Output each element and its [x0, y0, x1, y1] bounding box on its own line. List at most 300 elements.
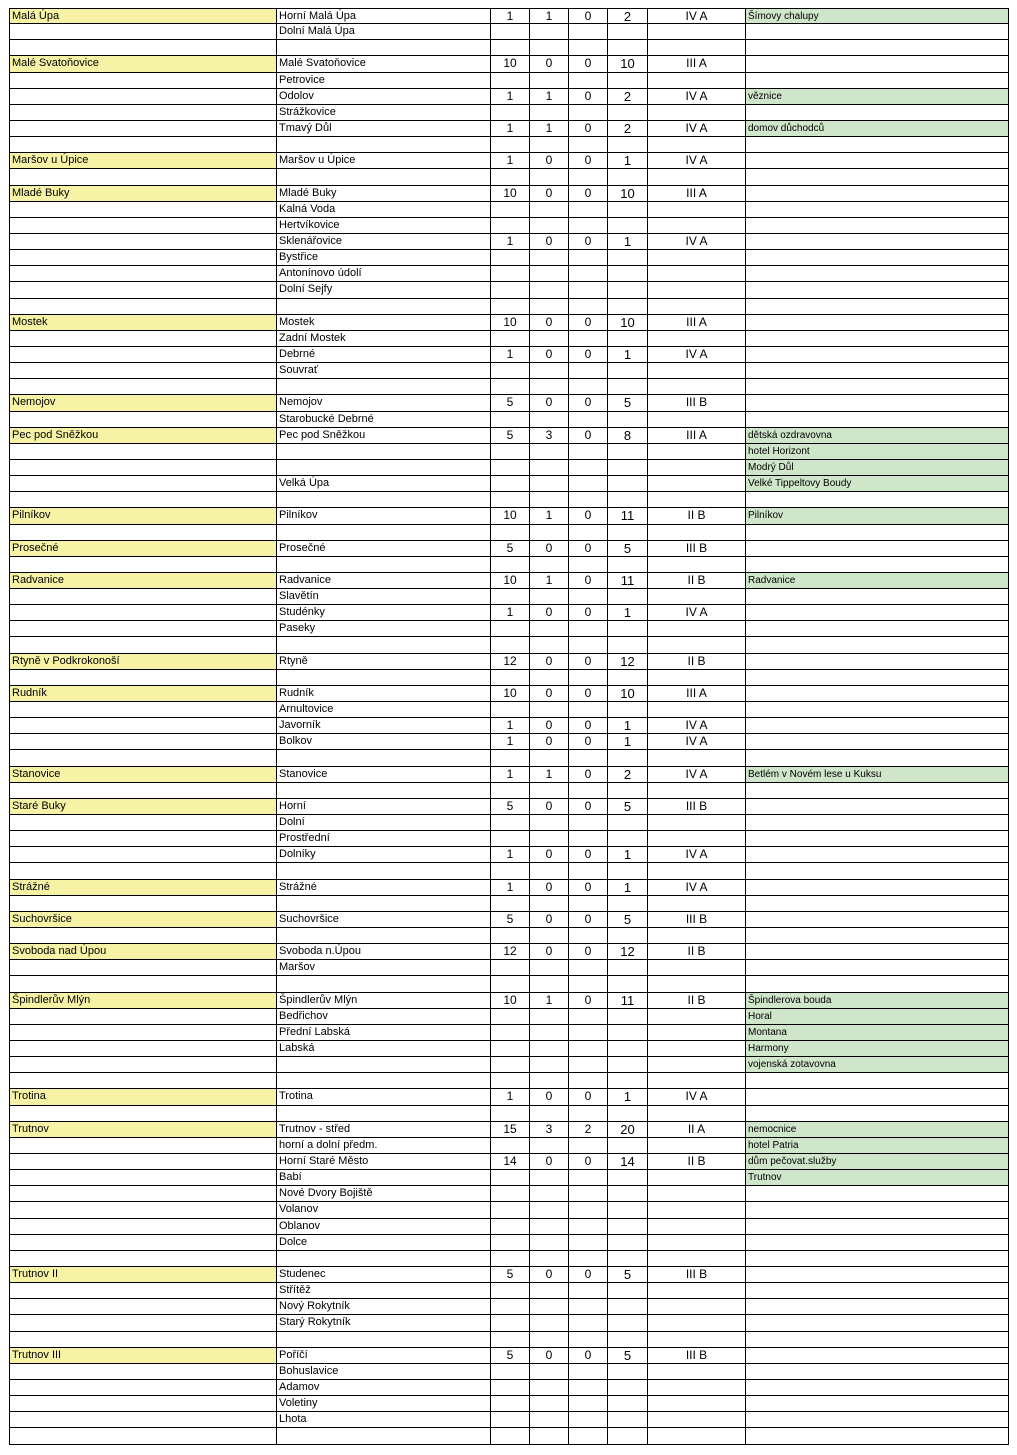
municipality-cell[interactable]: Rudník	[9, 686, 277, 702]
count-b-cell[interactable]	[530, 637, 569, 653]
facility-cell[interactable]	[746, 202, 1009, 218]
count-b-cell[interactable]	[530, 670, 569, 686]
total-cell[interactable]	[608, 1332, 648, 1348]
count-a-cell[interactable]	[491, 412, 530, 428]
count-c-cell[interactable]	[569, 169, 608, 185]
locality-cell[interactable]: Maršov u Úpice	[277, 153, 491, 169]
count-b-cell[interactable]	[530, 1332, 569, 1348]
category-cell[interactable]	[648, 266, 746, 282]
municipality-cell[interactable]: Pec pod Sněžkou	[9, 428, 277, 444]
locality-cell[interactable]: Horní Staré Město	[277, 1154, 491, 1170]
count-a-cell[interactable]	[491, 1332, 530, 1348]
total-cell[interactable]	[608, 976, 648, 992]
count-c-cell[interactable]	[569, 525, 608, 541]
category-cell[interactable]	[648, 282, 746, 298]
total-cell[interactable]: 14	[608, 1154, 648, 1170]
count-b-cell[interactable]	[530, 1170, 569, 1186]
count-b-cell[interactable]: 0	[530, 605, 569, 621]
locality-cell[interactable]: Studénky	[277, 605, 491, 621]
municipality-cell[interactable]	[9, 412, 277, 428]
municipality-cell[interactable]	[9, 250, 277, 266]
facility-cell[interactable]	[746, 1332, 1009, 1348]
facility-cell[interactable]: domov důchodců	[746, 121, 1009, 137]
category-cell[interactable]: III A	[648, 56, 746, 72]
facility-cell[interactable]: Modrý Důl	[746, 460, 1009, 476]
locality-cell[interactable]	[277, 492, 491, 508]
count-b-cell[interactable]: 0	[530, 912, 569, 928]
count-a-cell[interactable]	[491, 815, 530, 831]
count-b-cell[interactable]: 1	[530, 508, 569, 524]
category-cell[interactable]	[648, 637, 746, 653]
category-cell[interactable]	[648, 40, 746, 56]
category-cell[interactable]: IV A	[648, 234, 746, 250]
total-cell[interactable]: 12	[608, 654, 648, 670]
municipality-cell[interactable]	[9, 847, 277, 863]
category-cell[interactable]	[648, 460, 746, 476]
facility-cell[interactable]	[746, 718, 1009, 734]
locality-cell[interactable]	[277, 557, 491, 573]
count-a-cell[interactable]: 5	[491, 912, 530, 928]
facility-cell[interactable]	[746, 1202, 1009, 1218]
municipality-cell[interactable]	[9, 1235, 277, 1251]
locality-cell[interactable]: Studenec	[277, 1267, 491, 1283]
count-c-cell[interactable]	[569, 444, 608, 460]
category-cell[interactable]	[648, 1251, 746, 1267]
count-c-cell[interactable]: 0	[569, 121, 608, 137]
count-c-cell[interactable]	[569, 1073, 608, 1089]
facility-cell[interactable]	[746, 1283, 1009, 1299]
count-a-cell[interactable]	[491, 1428, 530, 1444]
facility-cell[interactable]	[746, 492, 1009, 508]
count-b-cell[interactable]: 0	[530, 56, 569, 72]
municipality-cell[interactable]	[9, 1332, 277, 1348]
facility-cell[interactable]: dětská ozdravovna	[746, 428, 1009, 444]
locality-cell[interactable]: Malé Svatoňovice	[277, 56, 491, 72]
count-a-cell[interactable]	[491, 379, 530, 395]
count-b-cell[interactable]	[530, 1283, 569, 1299]
count-c-cell[interactable]	[569, 1106, 608, 1122]
municipality-cell[interactable]	[9, 105, 277, 121]
count-a-cell[interactable]	[491, 137, 530, 153]
locality-cell[interactable]: Stanovice	[277, 767, 491, 783]
facility-cell[interactable]: Harmony	[746, 1041, 1009, 1057]
total-cell[interactable]: 5	[608, 395, 648, 411]
category-cell[interactable]	[648, 1138, 746, 1154]
municipality-cell[interactable]	[9, 234, 277, 250]
locality-cell[interactable]: Babí	[277, 1170, 491, 1186]
count-c-cell[interactable]	[569, 976, 608, 992]
locality-cell[interactable]: Hertvíkovice	[277, 218, 491, 234]
count-a-cell[interactable]	[491, 1299, 530, 1315]
total-cell[interactable]	[608, 492, 648, 508]
total-cell[interactable]	[608, 670, 648, 686]
count-c-cell[interactable]	[569, 783, 608, 799]
municipality-cell[interactable]	[9, 266, 277, 282]
locality-cell[interactable]: Volanov	[277, 1202, 491, 1218]
total-cell[interactable]	[608, 1315, 648, 1331]
count-a-cell[interactable]	[491, 282, 530, 298]
total-cell[interactable]	[608, 831, 648, 847]
municipality-cell[interactable]	[9, 815, 277, 831]
category-cell[interactable]	[648, 896, 746, 912]
locality-cell[interactable]: Petrovice	[277, 73, 491, 89]
total-cell[interactable]	[608, 218, 648, 234]
total-cell[interactable]	[608, 476, 648, 492]
municipality-cell[interactable]: Maršov u Úpice	[9, 153, 277, 169]
total-cell[interactable]	[608, 1106, 648, 1122]
category-cell[interactable]	[648, 621, 746, 637]
category-cell[interactable]: III B	[648, 541, 746, 557]
municipality-cell[interactable]	[9, 1025, 277, 1041]
count-a-cell[interactable]: 10	[491, 508, 530, 524]
municipality-cell[interactable]	[9, 637, 277, 653]
facility-cell[interactable]	[746, 234, 1009, 250]
total-cell[interactable]	[608, 960, 648, 976]
locality-cell[interactable]: Starobucké Debrné	[277, 412, 491, 428]
category-cell[interactable]	[648, 299, 746, 315]
count-b-cell[interactable]: 0	[530, 654, 569, 670]
category-cell[interactable]	[648, 1186, 746, 1202]
count-a-cell[interactable]: 1	[491, 1089, 530, 1105]
category-cell[interactable]: IV A	[648, 347, 746, 363]
category-cell[interactable]: IV A	[648, 89, 746, 105]
facility-cell[interactable]	[746, 250, 1009, 266]
total-cell[interactable]	[608, 73, 648, 89]
facility-cell[interactable]	[746, 1186, 1009, 1202]
locality-cell[interactable]: Pec pod Sněžkou	[277, 428, 491, 444]
count-a-cell[interactable]	[491, 1251, 530, 1267]
count-c-cell[interactable]: 0	[569, 944, 608, 960]
locality-cell[interactable]	[277, 670, 491, 686]
locality-cell[interactable]: Horní	[277, 799, 491, 815]
municipality-cell[interactable]	[9, 960, 277, 976]
locality-cell[interactable]: Bedřichov	[277, 1009, 491, 1025]
count-b-cell[interactable]: 0	[530, 734, 569, 750]
locality-cell[interactable]: Starý Rokytník	[277, 1315, 491, 1331]
total-cell[interactable]: 2	[608, 121, 648, 137]
municipality-cell[interactable]: Špindlerův Mlýn	[9, 993, 277, 1009]
category-cell[interactable]: II A	[648, 1122, 746, 1138]
count-c-cell[interactable]	[569, 331, 608, 347]
count-b-cell[interactable]	[530, 24, 569, 40]
count-b-cell[interactable]	[530, 105, 569, 121]
category-cell[interactable]	[648, 363, 746, 379]
facility-cell[interactable]	[746, 799, 1009, 815]
municipality-cell[interactable]	[9, 589, 277, 605]
municipality-cell[interactable]: Suchovršice	[9, 912, 277, 928]
count-c-cell[interactable]: 0	[569, 573, 608, 589]
count-a-cell[interactable]: 1	[491, 89, 530, 105]
count-b-cell[interactable]	[530, 896, 569, 912]
total-cell[interactable]: 5	[608, 1348, 648, 1364]
count-a-cell[interactable]: 1	[491, 880, 530, 896]
total-cell[interactable]	[608, 1219, 648, 1235]
count-c-cell[interactable]: 0	[569, 395, 608, 411]
count-c-cell[interactable]	[569, 1396, 608, 1412]
count-b-cell[interactable]	[530, 73, 569, 89]
category-cell[interactable]	[648, 1332, 746, 1348]
category-cell[interactable]	[648, 137, 746, 153]
municipality-cell[interactable]	[9, 831, 277, 847]
count-c-cell[interactable]: 0	[569, 767, 608, 783]
count-b-cell[interactable]	[530, 1428, 569, 1444]
total-cell[interactable]	[608, 363, 648, 379]
count-a-cell[interactable]	[491, 169, 530, 185]
municipality-cell[interactable]: Stanovice	[9, 767, 277, 783]
category-cell[interactable]	[648, 928, 746, 944]
municipality-cell[interactable]	[9, 1412, 277, 1428]
count-a-cell[interactable]	[491, 250, 530, 266]
count-b-cell[interactable]	[530, 1025, 569, 1041]
category-cell[interactable]: III B	[648, 799, 746, 815]
total-cell[interactable]	[608, 815, 648, 831]
category-cell[interactable]	[648, 492, 746, 508]
count-a-cell[interactable]: 1	[491, 347, 530, 363]
count-c-cell[interactable]: 0	[569, 734, 608, 750]
total-cell[interactable]	[608, 1202, 648, 1218]
count-b-cell[interactable]	[530, 1186, 569, 1202]
count-c-cell[interactable]	[569, 492, 608, 508]
count-c-cell[interactable]: 0	[569, 686, 608, 702]
count-c-cell[interactable]	[569, 299, 608, 315]
count-b-cell[interactable]: 0	[530, 395, 569, 411]
category-cell[interactable]	[648, 202, 746, 218]
municipality-cell[interactable]	[9, 928, 277, 944]
count-a-cell[interactable]	[491, 928, 530, 944]
locality-cell[interactable]: Bohuslavice	[277, 1364, 491, 1380]
count-c-cell[interactable]	[569, 1299, 608, 1315]
count-c-cell[interactable]	[569, 960, 608, 976]
total-cell[interactable]	[608, 1186, 648, 1202]
locality-cell[interactable]: Rudník	[277, 686, 491, 702]
category-cell[interactable]	[648, 218, 746, 234]
total-cell[interactable]	[608, 137, 648, 153]
count-a-cell[interactable]	[491, 1009, 530, 1025]
category-cell[interactable]	[648, 525, 746, 541]
category-cell[interactable]	[648, 331, 746, 347]
facility-cell[interactable]	[746, 944, 1009, 960]
count-a-cell[interactable]	[491, 1073, 530, 1089]
municipality-cell[interactable]	[9, 218, 277, 234]
category-cell[interactable]	[648, 863, 746, 879]
municipality-cell[interactable]: Rtyně v Podkrokonoší	[9, 654, 277, 670]
locality-cell[interactable]: Radvanice	[277, 573, 491, 589]
municipality-cell[interactable]: Prosečné	[9, 541, 277, 557]
count-c-cell[interactable]	[569, 137, 608, 153]
category-cell[interactable]: IV A	[648, 734, 746, 750]
facility-cell[interactable]	[746, 347, 1009, 363]
count-c-cell[interactable]	[569, 1332, 608, 1348]
count-b-cell[interactable]: 1	[530, 993, 569, 1009]
count-c-cell[interactable]	[569, 831, 608, 847]
category-cell[interactable]	[648, 783, 746, 799]
locality-cell[interactable]	[277, 379, 491, 395]
locality-cell[interactable]: Nový Rokytník	[277, 1299, 491, 1315]
facility-cell[interactable]	[746, 1089, 1009, 1105]
municipality-cell[interactable]	[9, 40, 277, 56]
locality-cell[interactable]: Dolní	[277, 815, 491, 831]
count-c-cell[interactable]: 0	[569, 847, 608, 863]
municipality-cell[interactable]: Malá Úpa	[9, 8, 277, 24]
facility-cell[interactable]	[746, 137, 1009, 153]
facility-cell[interactable]	[746, 654, 1009, 670]
count-c-cell[interactable]: 0	[569, 56, 608, 72]
count-c-cell[interactable]: 0	[569, 912, 608, 928]
count-a-cell[interactable]: 15	[491, 1122, 530, 1138]
category-cell[interactable]	[648, 1057, 746, 1073]
municipality-cell[interactable]	[9, 347, 277, 363]
municipality-cell[interactable]	[9, 24, 277, 40]
category-cell[interactable]: IV A	[648, 605, 746, 621]
facility-cell[interactable]	[746, 363, 1009, 379]
count-c-cell[interactable]	[569, 589, 608, 605]
count-a-cell[interactable]: 10	[491, 573, 530, 589]
count-a-cell[interactable]: 1	[491, 767, 530, 783]
count-b-cell[interactable]: 0	[530, 186, 569, 202]
category-cell[interactable]	[648, 1202, 746, 1218]
municipality-cell[interactable]	[9, 1186, 277, 1202]
count-c-cell[interactable]: 0	[569, 8, 608, 24]
total-cell[interactable]	[608, 412, 648, 428]
facility-cell[interactable]	[746, 847, 1009, 863]
count-c-cell[interactable]	[569, 1283, 608, 1299]
facility-cell[interactable]	[746, 299, 1009, 315]
municipality-cell[interactable]	[9, 896, 277, 912]
category-cell[interactable]: IV A	[648, 1089, 746, 1105]
facility-cell[interactable]	[746, 1219, 1009, 1235]
category-cell[interactable]	[648, 476, 746, 492]
locality-cell[interactable]	[277, 896, 491, 912]
total-cell[interactable]	[608, 1041, 648, 1057]
count-c-cell[interactable]	[569, 105, 608, 121]
total-cell[interactable]	[608, 105, 648, 121]
count-c-cell[interactable]	[569, 637, 608, 653]
municipality-cell[interactable]	[9, 863, 277, 879]
count-a-cell[interactable]	[491, 476, 530, 492]
total-cell[interactable]: 1	[608, 734, 648, 750]
count-b-cell[interactable]	[530, 1380, 569, 1396]
locality-cell[interactable]: Horní Malá Úpa	[277, 8, 491, 24]
total-cell[interactable]	[608, 928, 648, 944]
locality-cell[interactable]	[277, 169, 491, 185]
municipality-cell[interactable]	[9, 1041, 277, 1057]
count-c-cell[interactable]	[569, 1364, 608, 1380]
count-b-cell[interactable]	[530, 815, 569, 831]
locality-cell[interactable]	[277, 460, 491, 476]
count-c-cell[interactable]: 0	[569, 605, 608, 621]
municipality-cell[interactable]	[9, 444, 277, 460]
count-a-cell[interactable]: 1	[491, 234, 530, 250]
category-cell[interactable]	[648, 1364, 746, 1380]
total-cell[interactable]	[608, 1073, 648, 1089]
count-c-cell[interactable]: 0	[569, 186, 608, 202]
facility-cell[interactable]: Betlém v Novém lese u Kuksu	[746, 767, 1009, 783]
municipality-cell[interactable]	[9, 1364, 277, 1380]
count-a-cell[interactable]	[491, 670, 530, 686]
count-a-cell[interactable]	[491, 896, 530, 912]
category-cell[interactable]: II B	[648, 993, 746, 1009]
count-a-cell[interactable]: 1	[491, 153, 530, 169]
locality-cell[interactable]: Maršov	[277, 960, 491, 976]
total-cell[interactable]	[608, 379, 648, 395]
count-a-cell[interactable]	[491, 492, 530, 508]
locality-cell[interactable]: Bolkov	[277, 734, 491, 750]
total-cell[interactable]	[608, 40, 648, 56]
facility-cell[interactable]	[746, 783, 1009, 799]
total-cell[interactable]	[608, 202, 648, 218]
count-a-cell[interactable]	[491, 557, 530, 573]
count-b-cell[interactable]: 0	[530, 347, 569, 363]
locality-cell[interactable]	[277, 1106, 491, 1122]
count-c-cell[interactable]	[569, 702, 608, 718]
category-cell[interactable]: III B	[648, 1348, 746, 1364]
count-b-cell[interactable]	[530, 250, 569, 266]
count-b-cell[interactable]: 0	[530, 1267, 569, 1283]
locality-cell[interactable]: Bystřice	[277, 250, 491, 266]
locality-cell[interactable]: Dolní Sejfy	[277, 282, 491, 298]
count-c-cell[interactable]	[569, 218, 608, 234]
category-cell[interactable]	[648, 702, 746, 718]
count-a-cell[interactable]	[491, 266, 530, 282]
count-a-cell[interactable]	[491, 460, 530, 476]
facility-cell[interactable]	[746, 928, 1009, 944]
total-cell[interactable]	[608, 1138, 648, 1154]
count-c-cell[interactable]	[569, 1315, 608, 1331]
count-a-cell[interactable]	[491, 105, 530, 121]
count-b-cell[interactable]	[530, 299, 569, 315]
facility-cell[interactable]	[746, 863, 1009, 879]
facility-cell[interactable]	[746, 56, 1009, 72]
category-cell[interactable]: III B	[648, 1267, 746, 1283]
locality-cell[interactable]: Sklenářovice	[277, 234, 491, 250]
count-a-cell[interactable]: 5	[491, 541, 530, 557]
count-a-cell[interactable]: 5	[491, 428, 530, 444]
municipality-cell[interactable]: Malé Svatoňovice	[9, 56, 277, 72]
municipality-cell[interactable]: Svoboda nad Úpou	[9, 944, 277, 960]
total-cell[interactable]	[608, 525, 648, 541]
count-a-cell[interactable]: 5	[491, 799, 530, 815]
facility-cell[interactable]	[746, 1299, 1009, 1315]
count-b-cell[interactable]	[530, 282, 569, 298]
facility-cell[interactable]	[746, 589, 1009, 605]
facility-cell[interactable]: Špindlerova bouda	[746, 993, 1009, 1009]
count-b-cell[interactable]: 0	[530, 686, 569, 702]
municipality-cell[interactable]: Radvanice	[9, 573, 277, 589]
locality-cell[interactable]: Poříčí	[277, 1348, 491, 1364]
locality-cell[interactable]: Prosečné	[277, 541, 491, 557]
count-b-cell[interactable]	[530, 831, 569, 847]
locality-cell[interactable]: Antonínovo údolí	[277, 266, 491, 282]
category-cell[interactable]	[648, 831, 746, 847]
count-c-cell[interactable]: 0	[569, 508, 608, 524]
municipality-cell[interactable]	[9, 976, 277, 992]
facility-cell[interactable]	[746, 1235, 1009, 1251]
count-c-cell[interactable]: 0	[569, 993, 608, 1009]
count-a-cell[interactable]: 1	[491, 847, 530, 863]
count-a-cell[interactable]	[491, 1106, 530, 1122]
total-cell[interactable]	[608, 637, 648, 653]
locality-cell[interactable]: Trotina	[277, 1089, 491, 1105]
municipality-cell[interactable]	[9, 89, 277, 105]
municipality-cell[interactable]	[9, 525, 277, 541]
facility-cell[interactable]: Horal	[746, 1009, 1009, 1025]
facility-cell[interactable]: dům pečovat.služby	[746, 1154, 1009, 1170]
municipality-cell[interactable]	[9, 1154, 277, 1170]
municipality-cell[interactable]	[9, 1106, 277, 1122]
facility-cell[interactable]	[746, 976, 1009, 992]
municipality-cell[interactable]: Mladé Buky	[9, 186, 277, 202]
count-a-cell[interactable]: 10	[491, 686, 530, 702]
